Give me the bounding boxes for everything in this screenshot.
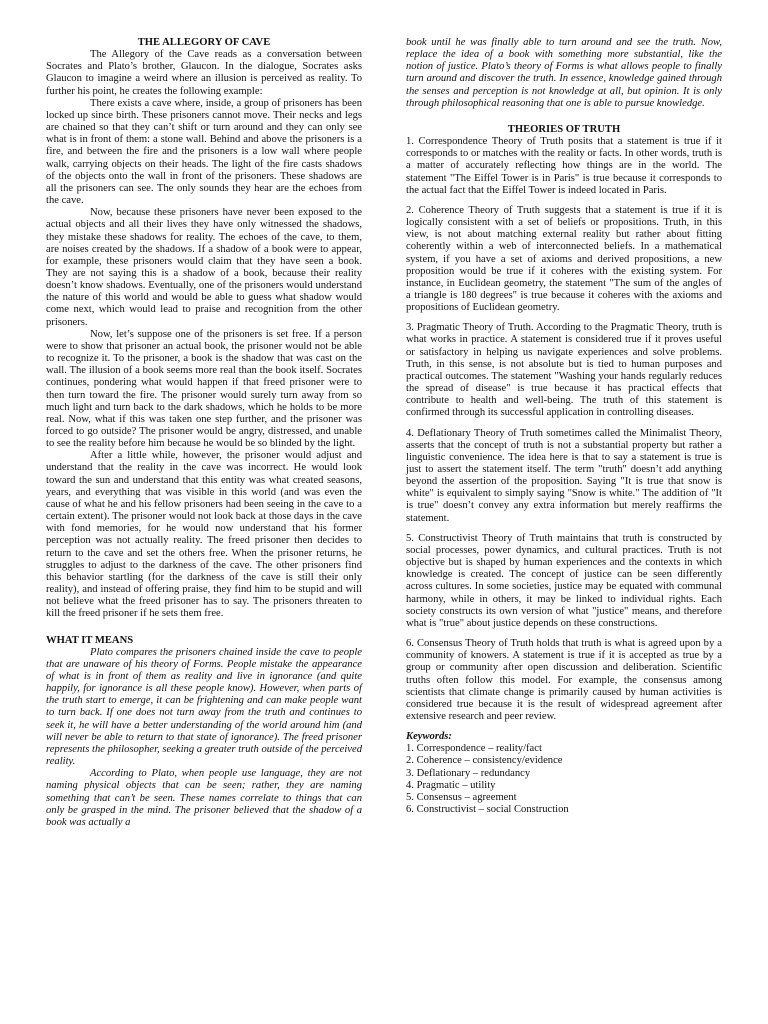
theory-pragmatic: 3. Pragmatic Theory of Truth. According to the Pragmatic Theory, truth is what works in practice. A statement is considered true if it proves useful or satisfactory in helping us navigate experiences and solve problems. Truth, in this sense, is not absolute but is tied to human purposes and practical outcomes. The statement "Washing your hands regularly reduces the spread of disease" is true because it has practical effects that contribute to health and well-being. The truth of this statement is confirmed through its successful application in controlling diseases. (406, 322, 722, 419)
keyword-item: 2. Coherence – consistency/evidence (406, 755, 563, 767)
what-it-means-heading: WHAT IT MEANS (46, 634, 134, 646)
allegory-paragraph-4: Now, let’s suppose one of the prisoners is set free. If a person were to show that prisoner an actual book, the prisoner would not be able to recognize it. To the prisoner, a book is the shadow that was cast on the wall. The illusion of a book seems more real than the book itself. Socrates continues, pondering what would happen if that freed prisoner were to then turn toward the fire. The prisoner would surely turn away from so much light and turn back to the dark shadows, which he holds to be more real. Now, what if this was taken one step further, and the prisoner was forced to go outside? The prisoner would be angry, distressed, and unable to see the reality before him because he would be so blinded by the light. (46, 328, 362, 450)
allegory-title: THE ALLEGORY OF CAVE (137, 37, 271, 48)
allegory-paragraph-5: After a little while, however, the prisoner would adjust and understand that the reality in the cave was incorrect. He would look toward the sun and understand that this entity was what created seasons, years, and everything that was visible in this world (and was even the cause of what he and his fellow prisoners had been seeing in the cave to a certain extent). The prisoner would not look back at those days in the cave with fond memories, for he would now understand that his former perception was not actually reality. The freed prisoner then decides to return to the cave and set the others free. When the prisoner returns, he struggles to adjust to the darkness of the cave. The other prisoners find this behavior startling (for the darkness of the cave is still their only reality), and instead of offering praise, they find him to be stupid and will not believe what the freed prisoner has to say. The prisoners threaten to kill the freed prisoner if he sets them free. (46, 450, 362, 620)
keywords-list (406, 743, 722, 816)
right-column (406, 37, 722, 816)
theory-deflationary: 4. Deflationary Theory of Truth sometimes called the Minimalist Theory, asserts that the concept of truth is not a substantial property but rather a linguistic convenience. The idea here is that to say a statement is true is just to assert the statement itself. The term "truth" doesn’t add anything beyond the assertion of the proposition. Saying "It is true that snow is white" is equivalent to simply saying "Snow is white." The addition of "It is true" doesn’t convey any extra information but merely reaffirms the statement. (406, 427, 722, 524)
keyword-item: 4. Pragmatic – utility (406, 779, 496, 791)
meaning-continued-paragraph: book until he was finally able to turn around and see the truth. Now, replace the idea of a book with something more substantial, like the notion of justice. Plato’s theory of Forms is what allows people to finally turn around and discover the truth. In essence, knowledge gained through the senses and perception is not knowledge at all, but opinion. It is only through philosophical reasoning that one is able to pursue knowledge. (406, 37, 722, 109)
meaning-paragraph-1: Plato compares the prisoners chained inside the cave to people that are unaware of his theory of Forms. People mistake the appearance of what is in front of them as reality and live in ignorance (and quite happily, for ignorance is all these people know). However, when parts of the truth start to emerge, it can be frightening and can make people want to turn back. If one does not turn away from the truth and continues to seek it, he will have a better understanding of the world around him (and will never be able to return to that state of ignorance). The freed prisoner represents the philosopher, seeking a greater truth outside of the perceived reality. (46, 646, 362, 768)
theory-consensus: 6. Consensus Theory of Truth holds that truth is what is agreed upon by a community of knowers. A statement is true if it is accepted as true by a group or community after open discussion and deliberation. Scientific truths often follow this model. For example, the consensus among scientists that climate change is primarily caused by human activities is considered true because it is the result of widespread agreement after extensive research and peer review. (406, 638, 722, 722)
left-column (46, 37, 362, 829)
theory-correspondence: 1. Correspondence Theory of Truth posits that a statement is true if it corresponds to or matches with the reality or facts. In other words, truth is a matter of accurately reflecting how things are in the world. The statement "The Eiffel Tower is in Paris" is true because it corresponds to the actual fact that the Eiffel Tower is indeed located in Paris. (406, 136, 722, 196)
allegory-paragraph-3: Now, because these prisoners have never been exposed to the actual objects and all their lives they have only witnessed the shadows, they mistake these shadows for reality. The echoes of the cave, to them, are noises created by the shadows. If a shadow of a book were to appear, for example, these prisoners would claim that they have seen a book. They are not saying this is a shadow of a book, because their reality doesn’t know shadows. Eventually, one of the prisoners would understand the nature of this world and would be able to guess what shadow would come next, which would lead to praise and recognition from the other prisoners. (46, 207, 362, 328)
theory-coherence: 2. Coherence Theory of Truth suggests that a statement is true if it is logically consistent with a set of beliefs or propositions. Truth, in this view, is not about matching external reality but rather about fitting coherently within a web of interconnected beliefs. In a mathematical system, if you have a set of axioms and derived propositions, a new proposition would be true if it coheres with the existing system. For instance, in Euclidean geometry, the statement "The sum of the angles of a triangle is 180 degrees" is true because it coheres with the axioms and propositions of Euclidean geometry. (406, 204, 722, 314)
theories-heading: THEORIES OF TRUTH (507, 123, 621, 135)
allegory-paragraph-2: There exists a cave where, inside, a group of prisoners has been locked up since birth. These prisoners cannot move. Their necks and legs are chained so that they can’t shift or turn around and they can only see what is in front of them: a stone wall. Behind and above the prisoners is a fire, and between the fire and the prisoners is a low wall where people walk, carrying objects on their heads. The light of the fire casts shadows of the objects onto the wall in front of the prisoners. These shadows are all the prisoners can see. The only sounds they hear are the echoes from the cave. (46, 97, 362, 207)
keyword-item: 3. Deflationary – redundancy (406, 767, 531, 779)
allegory-paragraph-1: The Allegory of the Cave reads as a conversation between Socrates and Plato’s brother, Glaucon. In the dialogue, Socrates asks Glaucon to imagine a weird where an illusion is perceived as reality. To further his point, he creates the following example: (46, 49, 362, 97)
meaning-paragraph-2: According to Plato, when people use language, they are not naming physical objects that can be seen; rather, they are naming something that can’t be seen. These names correlate to things that can only be grasped in the mind. The prisoner believed that the shadow of a book was actually a (46, 768, 362, 828)
keyword-item: 1. Correspondence – reality/fact (406, 743, 542, 755)
keyword-item: 5. Consensus – agreement (406, 791, 517, 803)
keywords-heading: Keywords: (406, 731, 452, 743)
keyword-item: 6. Constructivist – social Construction (406, 804, 569, 816)
theory-constructivist: 5. Constructivist Theory of Truth maintains that truth is constructed by social processes, power dynamics, and cultural practices. Truth is not objective but is shaped by human experiences and the contexts in which knowledge is created. The concept of justice can be seen differently across cultures. In some societies, justice may be equated with communal harmony, while in others, it may be linked to individual rights. Each society constructs its own version of what "justice" means, and therefore what is "true" about justice depends on these constructions. (406, 532, 722, 629)
